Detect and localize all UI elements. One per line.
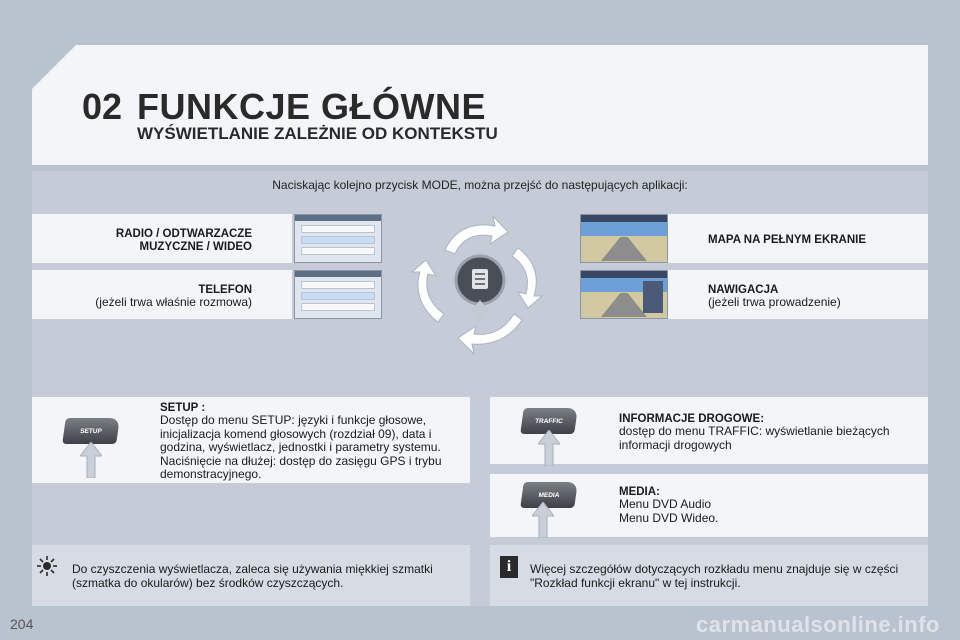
info-icon: i [500,556,518,578]
cycle-arrow-bottom-icon [458,314,522,354]
mode-cycle-diagram [400,208,560,358]
phone-label [40,284,252,310]
traffic-press-arrow-icon [538,430,560,466]
page-subtitle: WYŚWIETLANIE ZALEŻNIE OD KONTEKSTU [137,124,498,143]
setup-line-3: godzina, wyświetlacz, jednostki i parametry systemu. [160,440,441,454]
navigation-label-note: (jeżeli trwa prowadzenie) [708,295,841,309]
media-title: MEDIA: [619,486,660,498]
navigation-label-title: NAWIGACJA [708,284,779,296]
setup-line-1: Dostęp do menu SETUP: języki i funkcje głosowe, [160,413,427,427]
mode-button-icon [456,256,504,322]
setup-title: SETUP : [160,402,206,414]
info-tip-text [530,563,922,590]
setup-line-2: inicjalizacja komend głosowych (rozdział 09), data i [160,426,432,441]
traffic-title: INFORMACJE DROGOWE: [619,413,765,425]
fullmap-label: MAPA NA PEŁNYM EKRANIE [708,234,867,246]
media-line-2: Menu DVD Wideo. [619,510,719,525]
watermark: carmanualsonline.info [696,612,940,637]
page-title: FUNKCJE GŁÓWNE [137,86,486,127]
media-description [619,486,919,525]
media-line-1: Menu DVD Audio [619,497,712,511]
radio-screen-thumbnail [294,214,382,263]
setup-line-4: Naciśnięcie na dłużej: dostęp do zasięgu GPS i trybu [160,453,442,468]
radio-label-line1: RADIO / ODTWARZACZE [115,228,252,240]
fullmap-screen-thumbnail [580,214,668,263]
setup-press-arrow-icon [80,442,102,478]
page-number: 204 [10,616,34,632]
cycle-arrow-top-icon [445,216,508,254]
cycle-arrow-left-icon [412,260,444,322]
media-button[interactable]: MEDIA [520,482,578,508]
navigation-label [708,284,841,310]
radio-label [60,228,252,254]
setup-description [160,402,460,482]
traffic-line-2: informacji drogowych [619,437,732,452]
cycle-arrow-right-icon [512,248,542,308]
traffic-button[interactable]: TRAFFIC [520,408,578,434]
phone-label-note: (jeżeli trwa właśnie rozmowa) [95,295,252,309]
cleaning-tip-line-1: Do czyszczenia wyświetlacza, zaleca się używania miękkiej szmatki [72,562,433,576]
traffic-description [619,413,919,452]
navigation-screen-thumbnail [580,270,668,319]
phone-screen-thumbnail [294,270,382,319]
phone-label-title: TELEFON [198,284,252,296]
setup-button[interactable]: SETUP [62,418,120,444]
chapter-number: 02 [82,86,123,127]
intro-text: Naciskając kolejno przycisk MODE, można przejść do następujących aplikacji: [272,178,688,192]
radio-label-line2: MUZYCZNE / WIDEO [139,241,252,253]
sun-icon [36,555,58,577]
cleaning-tip-text [72,563,464,590]
info-tip-line-1: Więcej szczegółów dotyczących rozkładu menu znajduje się w części [530,562,899,576]
info-tip-line-2: "Rozkład funkcji ekranu" w tej instrukcji. [530,575,741,590]
media-press-arrow-icon [532,502,554,538]
setup-line-5: demonstracyjnego. [160,467,262,481]
cleaning-tip-line-2: (szmatka do okularów) bez środków czyszczących. [72,575,344,590]
traffic-line-1: dostęp do menu TRAFFIC: wyświetlanie bieżących [619,424,890,438]
